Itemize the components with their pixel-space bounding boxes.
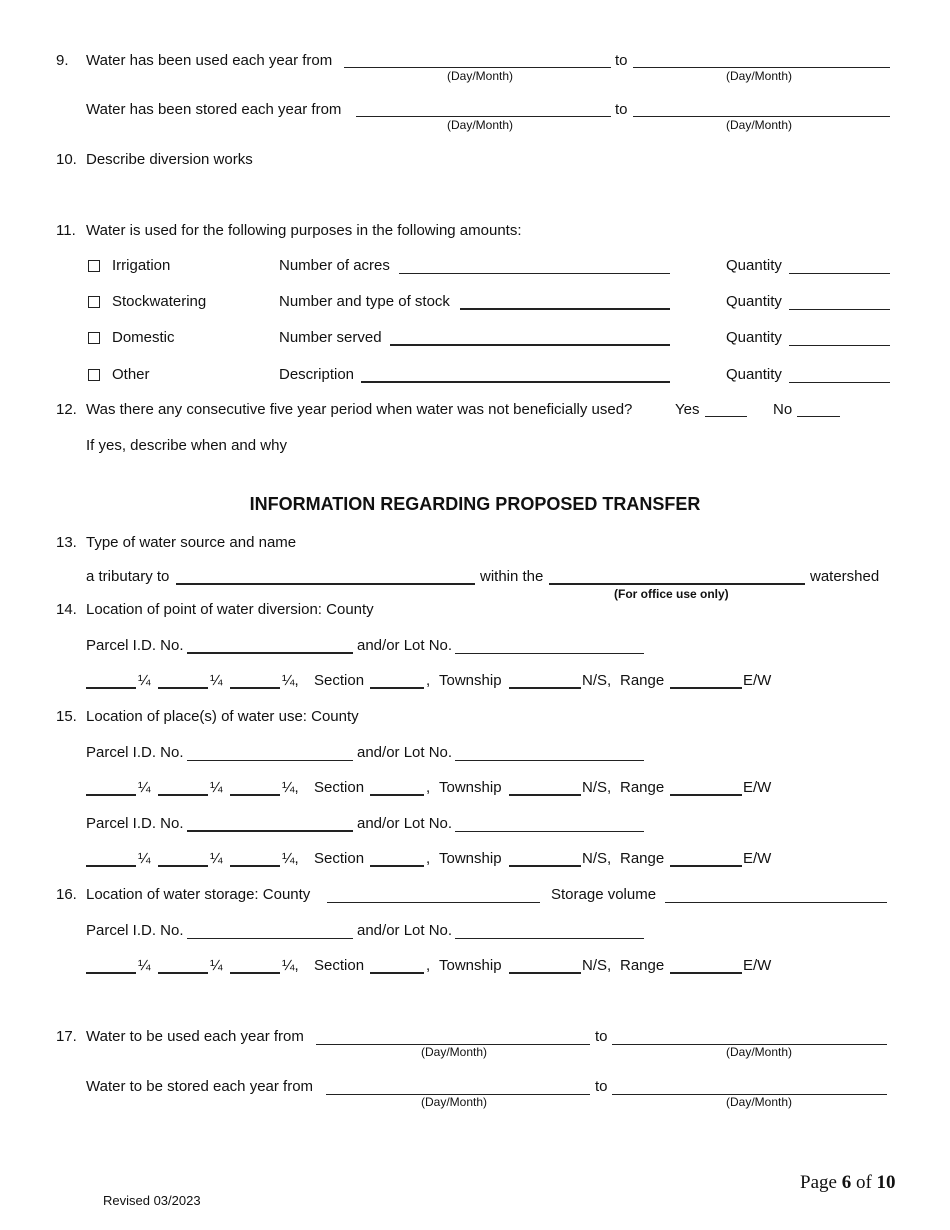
q16-lot-label: and/or Lot No. <box>357 922 453 939</box>
q9-used-to: to <box>615 52 628 69</box>
q16-ns-label: N/S, <box>582 957 612 974</box>
q14-section-label: Section <box>314 672 365 689</box>
q10-label: Describe diversion works <box>86 151 253 168</box>
q13-tributary-label: a tributary to <box>86 568 170 585</box>
q12-no-field[interactable] <box>797 404 840 417</box>
q14-range-label: Range <box>620 672 665 689</box>
q15b-quarter-3: ¼, <box>282 850 299 867</box>
q9-stored-to-field[interactable] <box>633 104 890 117</box>
q15b-lot-field[interactable] <box>455 819 644 832</box>
q16-ew-label: E/W <box>743 957 772 974</box>
q15b-parcel-field[interactable] <box>187 818 353 832</box>
q15b-township-label: Township <box>439 850 502 867</box>
other-quantity-label: Quantity <box>726 366 782 383</box>
page-number <box>800 1172 896 1194</box>
q16-quarter-1-field[interactable] <box>86 960 136 974</box>
q15a-quarter-2: ¼ <box>210 779 223 796</box>
q9-used-to-field[interactable] <box>633 55 890 68</box>
q13-within-label: within the <box>480 568 544 585</box>
q14-quarter-3-field[interactable] <box>230 675 280 689</box>
q12-number: 12. <box>56 401 77 418</box>
q13-number: 13. <box>56 534 77 551</box>
domestic-label: Domestic <box>112 329 175 346</box>
q15b-lot-label: and/or Lot No. <box>357 815 453 832</box>
other-detail-label: Description <box>279 366 355 383</box>
q9-number: 9. <box>56 52 69 69</box>
q14-ns-label: N/S, <box>582 672 612 689</box>
q15a-quarter-3-field[interactable] <box>230 782 280 796</box>
q15b-ns-label: N/S, <box>582 850 612 867</box>
irrigation-quantity-field[interactable] <box>789 261 890 274</box>
q17-used-label: Water to be used each year from <box>86 1028 304 1045</box>
q9-used-from-field[interactable] <box>344 55 611 68</box>
page-of: of <box>855 1172 872 1193</box>
q17-used-to-field[interactable] <box>612 1032 887 1045</box>
q16-label: Location of water storage: County <box>86 886 311 903</box>
q11-label: Water is used for the following purposes in the following amounts: <box>86 222 522 239</box>
stockwatering-label: Stockwatering <box>112 293 207 310</box>
q15a-quarter-1-field[interactable] <box>86 782 136 796</box>
q15a-township-field[interactable] <box>509 782 581 796</box>
irrigation-label: Irrigation <box>112 257 171 274</box>
stockwatering-detail-label: Number and type of stock <box>279 293 450 310</box>
q14-range-field[interactable] <box>670 675 742 689</box>
other-label: Other <box>112 366 150 383</box>
q16-lot-field[interactable] <box>455 926 644 939</box>
irrigation-checkbox[interactable] <box>88 260 100 272</box>
q9-stored-to-hint: (Day/Month) <box>726 118 793 132</box>
q16-section-label: Section <box>314 957 365 974</box>
irrigation-detail-label: Number of acres <box>279 257 390 274</box>
q11-number: 11. <box>56 222 76 239</box>
q15a-lot-field[interactable] <box>455 748 644 761</box>
q12-label: Was there any consecutive five year period when water was not beneficially used? <box>86 401 633 418</box>
domestic-checkbox[interactable] <box>88 332 100 344</box>
q17-stored-to: to <box>595 1078 608 1095</box>
q12-yes-label: Yes <box>675 401 700 418</box>
q9-stored-label: Water has been stored each year from <box>86 101 342 118</box>
q15a-lot-label: and/or Lot No. <box>357 744 453 761</box>
q17-stored-from-hint: (Day/Month) <box>421 1095 488 1109</box>
q15a-quarter-1: ¼ <box>138 779 151 796</box>
q13-watershed-label: watershed <box>810 568 880 585</box>
q15a-parcel-label: Parcel I.D. No. <box>86 744 184 761</box>
q16-parcel-field[interactable] <box>187 926 353 939</box>
q14-quarter-2-field[interactable] <box>158 675 208 689</box>
q15b-parcel-label: Parcel I.D. No. <box>86 815 184 832</box>
q15a-section-field[interactable] <box>370 782 424 796</box>
other-description-field[interactable] <box>361 369 670 383</box>
q15b-range-label: Range <box>620 850 665 867</box>
q14-section-field[interactable] <box>370 675 424 689</box>
q14-lot-field[interactable] <box>455 641 644 654</box>
q14-quarter-2: ¼ <box>210 672 223 689</box>
q17-used-to-hint: (Day/Month) <box>726 1045 793 1059</box>
q15a-section-comma: , <box>426 779 431 796</box>
irrigation-acres-field[interactable] <box>399 261 670 274</box>
q16-parcel-label: Parcel I.D. No. <box>86 922 184 939</box>
q14-township-field[interactable] <box>509 675 581 689</box>
q14-parcel-field[interactable] <box>187 640 353 654</box>
q17-stored-to-field[interactable] <box>612 1082 887 1095</box>
stockwatering-stock-field[interactable] <box>460 296 670 310</box>
domestic-quantity-field[interactable] <box>789 333 890 346</box>
q14-quarter-1-field[interactable] <box>86 675 136 689</box>
q15a-ns-label: N/S, <box>582 779 612 796</box>
q16-quarter-2-field[interactable] <box>158 960 208 974</box>
q15b-section-label: Section <box>314 850 365 867</box>
q17-used-from-field[interactable] <box>316 1032 590 1045</box>
q16-township-field[interactable] <box>509 960 581 974</box>
q16-number: 16. <box>56 886 77 903</box>
q17-stored-to-hint: (Day/Month) <box>726 1095 793 1109</box>
q16-range-label: Range <box>620 957 665 974</box>
q16-quarter-3: ¼, <box>282 957 299 974</box>
q12-yes-field[interactable] <box>705 404 747 417</box>
irrigation-quantity-label: Quantity <box>726 257 782 274</box>
q9-used-label: Water has been used each year from <box>86 52 333 69</box>
q15a-section-label: Section <box>314 779 365 796</box>
q16-township-label: Township <box>439 957 502 974</box>
q14-township-label: Township <box>439 672 502 689</box>
q15a-parcel-field[interactable] <box>187 748 353 761</box>
section-heading: INFORMATION REGARDING PROPOSED TRANSFER <box>249 494 701 514</box>
q15a-township-label: Township <box>439 779 502 796</box>
other-checkbox[interactable] <box>88 369 100 381</box>
q15-number: 15. <box>56 708 77 725</box>
q13-tributary-field[interactable] <box>176 571 475 585</box>
q15b-quarter-3-field[interactable] <box>230 853 280 867</box>
q9-used-to-hint: (Day/Month) <box>726 69 793 83</box>
other-quantity-field[interactable] <box>789 370 890 383</box>
q14-ew-label: E/W <box>743 672 772 689</box>
q15a-ew-label: E/W <box>743 779 772 796</box>
q16-quarter-1: ¼ <box>138 957 151 974</box>
q14-quarter-3: ¼, <box>282 672 299 689</box>
q9-stored-to: to <box>615 101 628 118</box>
q16-storage-volume-label: Storage volume <box>551 886 657 903</box>
q15b-ew-label: E/W <box>743 850 772 867</box>
q16-quarter-3-field[interactable] <box>230 960 280 974</box>
page-prefix: Page <box>800 1172 837 1193</box>
stockwatering-checkbox[interactable] <box>88 296 100 308</box>
q9-stored-from-field[interactable] <box>356 104 611 117</box>
stockwatering-quantity-label: Quantity <box>726 293 782 310</box>
q17-stored-from-field[interactable] <box>326 1082 590 1095</box>
domestic-served-field[interactable] <box>390 332 670 346</box>
q13-label: Type of water source and name <box>86 534 297 551</box>
q14-label: Location of point of water diversion: County <box>86 601 374 618</box>
page-total: 10 <box>876 1172 896 1193</box>
page-current: 6 <box>841 1172 852 1193</box>
q9-stored-from-hint: (Day/Month) <box>447 118 514 132</box>
q13-office-note: (For office use only) <box>614 587 729 601</box>
q15b-quarter-2: ¼ <box>210 850 223 867</box>
q10-number: 10. <box>56 151 77 168</box>
q15b-section-comma: , <box>426 850 431 867</box>
q12-followup: If yes, describe when and why <box>86 437 287 454</box>
q14-quarter-1: ¼ <box>138 672 151 689</box>
stockwatering-quantity-field[interactable] <box>789 297 890 310</box>
q15a-range-field[interactable] <box>670 782 742 796</box>
q13-watershed-field[interactable] <box>549 571 805 585</box>
q15a-range-label: Range <box>620 779 665 796</box>
q12-no-label: No <box>773 401 793 418</box>
q17-stored-label: Water to be stored each year from <box>86 1078 314 1095</box>
q16-storage-volume-field[interactable] <box>665 890 887 903</box>
domestic-detail-label: Number served <box>279 329 382 346</box>
q14-lot-label: and/or Lot No. <box>357 637 453 654</box>
q15b-quarter-1-field[interactable] <box>86 853 136 867</box>
q15b-quarter-2-field[interactable] <box>158 853 208 867</box>
q17-number: 17. <box>56 1028 77 1045</box>
revised-date: Revised 03/2023 <box>103 1193 201 1208</box>
q16-quarter-2: ¼ <box>210 957 223 974</box>
q16-county-field[interactable] <box>327 890 540 903</box>
q17-used-to: to <box>595 1028 608 1045</box>
q16-section-comma: , <box>426 957 431 974</box>
q15b-section-field[interactable] <box>370 853 424 867</box>
q17-used-from-hint: (Day/Month) <box>421 1045 488 1059</box>
q15b-range-field[interactable] <box>670 853 742 867</box>
q14-section-comma: , <box>426 672 431 689</box>
q16-section-field[interactable] <box>370 960 424 974</box>
q15a-quarter-2-field[interactable] <box>158 782 208 796</box>
q15b-township-field[interactable] <box>509 853 581 867</box>
q14-parcel-label: Parcel I.D. No. <box>86 637 184 654</box>
q9-used-from-hint: (Day/Month) <box>447 69 514 83</box>
q16-range-field[interactable] <box>670 960 742 974</box>
domestic-quantity-label: Quantity <box>726 329 782 346</box>
q14-number: 14. <box>56 601 77 618</box>
q15b-quarter-1: ¼ <box>138 850 151 867</box>
q15-label: Location of place(s) of water use: County <box>86 708 359 725</box>
q15a-quarter-3: ¼, <box>282 779 299 796</box>
